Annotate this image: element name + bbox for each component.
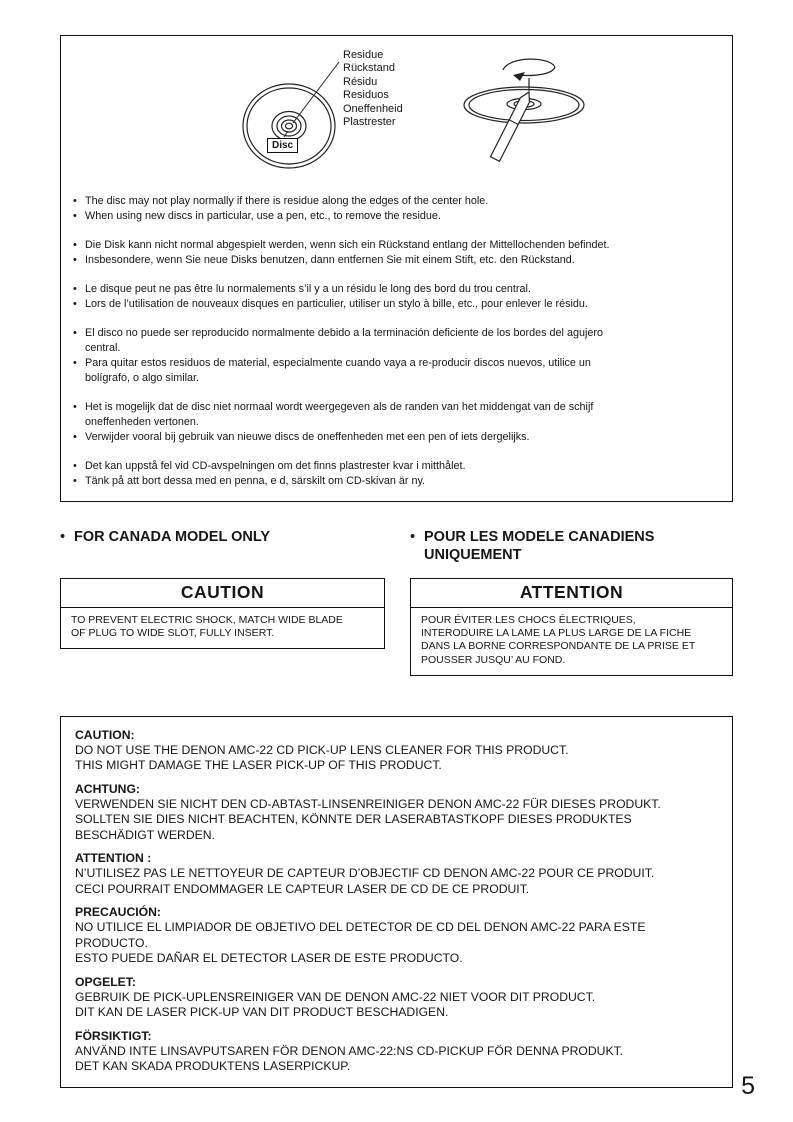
cleaner-line: SOLLTEN SIE DIES NICHT BEACHTEN, KÖNNTE DER LASERABTASTKOPF DIESES PRODUKTES bbox=[75, 812, 632, 827]
canada-title-en: • FOR CANADA MODEL ONLY bbox=[60, 528, 410, 546]
attention-line: DANS LA BORNE CORRESPONDANTE DE LA PRISE ET bbox=[421, 640, 696, 653]
note-line: • Verwijder vooral bij gebruik van nieuwe discs de oneffenheden met een pen of iets dergelijks. bbox=[85, 431, 530, 443]
note-line: • Det kan uppstå fel vid CD-avspelningen om det finns plastrester kvar i mitthålet. bbox=[85, 460, 466, 472]
cleaner-line: PRODUCTO. bbox=[75, 935, 148, 950]
note-line: • El disco no puede ser reproducido normalmente debido a la terminación deficiente de los bordes del agujero bbox=[85, 327, 603, 339]
attention-line: INTERODUIRE LA LAME LA PLUS LARGE DE LA FICHE bbox=[421, 627, 692, 640]
caution-line: TO PREVENT ELECTRIC SHOCK, MATCH WIDE BLADE bbox=[71, 614, 343, 626]
note-item bbox=[72, 282, 721, 297]
cleaner-line: DO NOT USE THE DENON AMC-22 CD PICK-UP LENS CLEANER FOR THIS PRODUCT. bbox=[75, 742, 569, 757]
note-line: • Para quitar estos residuos de material, especialmente cuando vaya a re-producir discos nuevos, utilice un bbox=[85, 357, 591, 369]
cleaner-line: BESCHÄDIGT WERDEN. bbox=[75, 827, 215, 842]
note-group-english bbox=[72, 194, 721, 224]
cleaner-section-dutch bbox=[75, 974, 718, 1021]
canada-title-fr-line: UNIQUEMENT bbox=[424, 547, 522, 563]
note-line: • Tänk på att bort dessa med en penna, e d, särskilt om CD-skivan är ny. bbox=[85, 475, 426, 487]
cleaner-line: CECI POURRAIT ENDOMMAGER LE CAPTEUR LASER DE CD DE CE PRODUIT. bbox=[75, 881, 530, 896]
lens-cleaner-caution-box bbox=[60, 716, 733, 1088]
note-group-swedish bbox=[72, 459, 721, 489]
cleaner-section-title: ACHTUNG: bbox=[75, 781, 140, 796]
note-item bbox=[72, 474, 721, 489]
attention-box-title: ATTENTION bbox=[411, 579, 732, 608]
cleaner-line: ESTO PUEDE DAÑAR EL DETECTOR LASER DE ESTE PRODUCTO. bbox=[75, 951, 463, 966]
note-group-french bbox=[72, 282, 721, 312]
page-content bbox=[60, 35, 733, 1088]
note-item bbox=[72, 253, 721, 268]
residue-label: Rückstand bbox=[343, 62, 395, 75]
residue-label: Residue bbox=[343, 49, 384, 61]
disc-label: Disc bbox=[267, 138, 298, 153]
cleaner-section-title: ATTENTION : bbox=[75, 851, 152, 866]
rotation-arrow-icon bbox=[503, 59, 555, 91]
note-line: • Lors de l’utilisation de nouveaux disques en particulier, utiliser un stylo à bille, etc., pour enlever le résidu. bbox=[85, 298, 588, 310]
cleaner-section-title: CAUTION: bbox=[75, 727, 135, 742]
note-group-dutch bbox=[72, 400, 721, 445]
canada-title-fr bbox=[410, 528, 733, 564]
residue-label: Oneffenheid bbox=[343, 102, 403, 115]
cleaner-section-french bbox=[75, 850, 718, 897]
residue-notes bbox=[61, 188, 732, 489]
cleaner-section-swedish bbox=[75, 1028, 718, 1075]
cleaner-line: DET KAN SKADA PRODUKTENS LASERPICKUP. bbox=[75, 1059, 351, 1074]
residue-label-list bbox=[343, 49, 403, 129]
note-line: • Het is mogelijk dat de disc niet normaal wordt weergegeven als de randen van het middengat van de schijf bbox=[85, 401, 594, 413]
note-item bbox=[72, 297, 721, 312]
caution-box-body bbox=[61, 608, 384, 648]
attention-line: POUSSER JUSQU’ AU FOND. bbox=[421, 653, 566, 666]
note-item bbox=[72, 356, 721, 386]
note-line: central. bbox=[85, 342, 121, 354]
cleaner-line: ANVÄND INTE LINSAVPUTSAREN FÖR DENON AMC-22:NS CD-PICKUP FÖR DENNA PRODUKT. bbox=[75, 1043, 624, 1058]
note-item bbox=[72, 238, 721, 253]
note-line: • The disc may not play normally if there is residue along the edges of the center hole. bbox=[85, 195, 489, 207]
note-line: • Insbesondere, wenn Sie neue Disks benutzen, dann entfernen Sie mit einem Stift, etc. den Rückstand. bbox=[85, 254, 575, 266]
attention-box-body bbox=[411, 608, 732, 675]
caution-box-title: CAUTION bbox=[61, 579, 384, 608]
cleaner-section-title: PRECAUCIÓN: bbox=[75, 905, 161, 920]
note-line: bolígrafo, o algo similar. bbox=[85, 372, 200, 384]
canada-title-fr-col bbox=[410, 528, 733, 564]
note-item bbox=[72, 209, 721, 224]
note-group-german bbox=[72, 238, 721, 268]
canada-title-fr-line: • POUR LES MODELE CANADIENS bbox=[424, 529, 655, 545]
note-line: • When using new discs in particular, use a pen, etc., to remove the residue. bbox=[85, 210, 441, 222]
note-line: • Le disque peut ne pas être lu normalements s’il y a un résidu le long des bord du trou central. bbox=[85, 283, 531, 295]
cleaner-line: THIS MIGHT DAMAGE THE LASER PICK-UP OF THIS PRODUCT. bbox=[75, 758, 442, 773]
cleaner-section-title: FÖRSIKTIGT: bbox=[75, 1028, 152, 1043]
residue-info-box bbox=[60, 35, 733, 502]
note-item bbox=[72, 194, 721, 209]
cleaner-section-english bbox=[75, 727, 718, 774]
note-item bbox=[72, 430, 721, 445]
pen-icon bbox=[491, 92, 530, 161]
page-number: 5 bbox=[741, 1072, 755, 1100]
cleaner-line: VERWENDEN SIE NICHT DEN CD-ABTAST-LINSENREINIGER DENON AMC-22 FÜR DIESES PRODUKT. bbox=[75, 796, 661, 811]
canada-title-en-col bbox=[60, 528, 410, 564]
canada-warning-boxes bbox=[60, 578, 733, 676]
cleaner-section-german bbox=[75, 781, 718, 844]
canada-section-titles bbox=[60, 528, 733, 564]
caution-line: OF PLUG TO WIDE SLOT, FULLY INSERT. bbox=[71, 627, 275, 640]
cleaner-line: GEBRUIK DE PICK-UPLENSREINIGER VAN DE DENON AMC-22 NIET VOOR DIT PRODUCT. bbox=[75, 989, 596, 1004]
cleaner-line: N’UTILISEZ PAS LE NETTOYEUR DE CAPTEUR D’OBJECTIF CD DENON AMC-22 POUR CE PRODUIT. bbox=[75, 866, 655, 881]
cleaner-line: DIT KAN DE LASER PICK-UP VAN DIT PRODUCT BESCHADIGEN. bbox=[75, 1005, 449, 1020]
note-item bbox=[72, 326, 721, 356]
note-item bbox=[72, 459, 721, 474]
attention-line: POUR ÉVITER LES CHOCS ÉLECTRIQUES, bbox=[421, 614, 636, 626]
note-line: • Die Disk kann nicht normal abgespielt werden, wenn sich ein Rückstand entlang der Mittellochenden befindet. bbox=[85, 239, 610, 251]
residue-label: Residuos bbox=[343, 89, 389, 102]
cleaner-section-title: OPGELET: bbox=[75, 974, 136, 989]
note-group-spanish bbox=[72, 326, 721, 386]
residue-label: Résidu bbox=[343, 75, 378, 88]
cleaner-line: NO UTILICE EL LIMPIADOR DE OBJETIVO DEL DETECTOR DE CD DEL DENON AMC-22 PARA ESTE bbox=[75, 920, 646, 935]
note-line: oneffenheden vertonen. bbox=[85, 416, 199, 428]
note-item bbox=[72, 400, 721, 430]
residue-label: Plastrester bbox=[343, 116, 396, 129]
left-disc-icon bbox=[243, 84, 335, 168]
cleaner-section-spanish bbox=[75, 904, 718, 967]
caution-box bbox=[60, 578, 385, 649]
attention-box bbox=[410, 578, 733, 676]
disc-residue-figure bbox=[61, 36, 732, 188]
